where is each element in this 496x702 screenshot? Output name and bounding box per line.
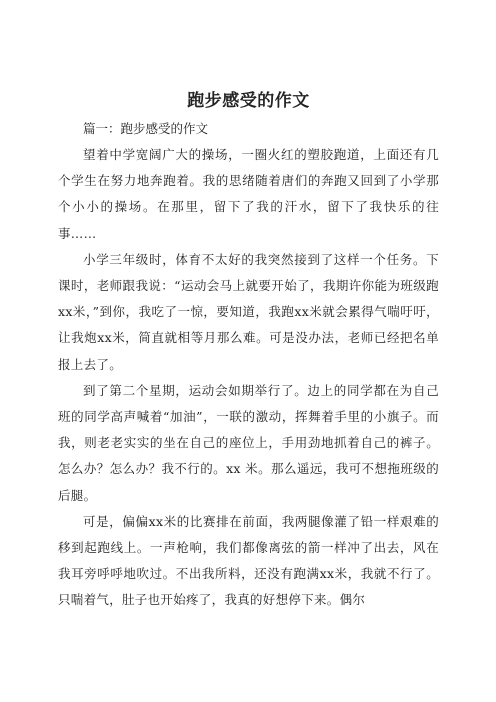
section-heading: 篇一：跑步感受的作文 [83, 121, 209, 136]
paragraph-3: 到了第二个星期，运动会如期举行了。边上的同学都在为自己班的同学高声喊着“加油”，一联的激动，挥舞着手里的小旗子。而我，则老老实实的坐在自己的座位上，手用劲地抓着自己的裤子。怎么办？怎么办？我不行的。xx 米。那么遥远，我可不想拖班级的后腿。 [58, 382, 439, 503]
document-page [58, 88, 439, 614]
document-title: 跑步感受的作文 [187, 91, 310, 111]
paragraph-4: 可是，偏偏xx米的比赛排在前面，我两腿像灌了铅一样艰难的移到起跑线上。一声枪响，我们都像离弦的箭一样冲了出去，风在我耳旁呼呼地吹过。不出我所料，还没有跑满xx米，我就不行了。只喘着气，肚子也开始疼了，我真的好想停下来。偶尔 [58, 513, 439, 608]
paragraph-2: 小学三年级时，体育不太好的我突然接到了这样一个任务。下课时，老师跟我说：“运动会马上就要开始了，我期许你能为班级跑xx米，”到你，我吃了一惊，要知道，我跑xx米就会累得气喘吁吁，让我炮xx米，简直就相等月那么难。可是没办法，老师已经把名单报上去了。 [58, 251, 439, 372]
paragraph-1: 望着中学宽阔广大的操场，一圈火红的塑胶跑道，上面还有几个学生在努力地奔跑着。我的思绪随着唐们的奔跑又回到了小学那个小小的操场。在那里，留下了我的汗水，留下了我快乐的往事…… [58, 147, 439, 241]
